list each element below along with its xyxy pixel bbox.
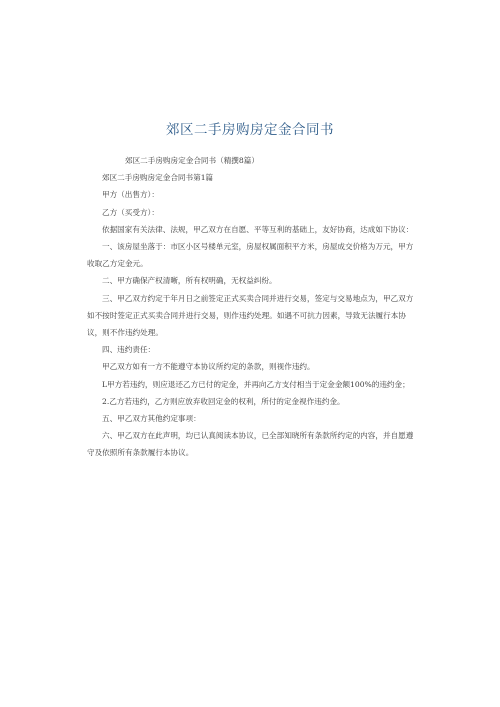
clause-4-text: 甲乙双方如有一方不能遵守本协议所约定的条款，则视作违约。 [102, 362, 315, 372]
section-heading: 郊区二手房购房定金合同书第1篇 [102, 173, 214, 183]
intro-paragraph: 依据国家有关法律、法规，甲乙双方在自愿、平等互利的基础上，友好协商，达成如下协议： [102, 224, 414, 234]
document-subtitle: 郊区二手房购房定金合同书（精撰8篇） [125, 156, 259, 165]
clause-4-item-2: 2.乙方若违约，乙方则应放弃收回定金的权利，所付的定金视作违约金。 [102, 396, 345, 406]
clause-3: 三、甲乙双方约定于年月日之前签定正式买卖合同并进行交易，签定与交易地点为，甲乙双方如不按时签定正式买卖合同并进行交易，则作违约处理。如遇不可抗力因素，导致无法履行本协议，则不作违约处理。 [87, 293, 414, 338]
clause-4-item-1: L甲方若违约，则应退还乙方已付的定金，并再向乙方支付相当于定金金额100%的违约金； [102, 379, 410, 389]
party-a-line: 甲方（出售方）： [102, 190, 159, 200]
clause-2: 二、甲方确保产权清晰，所有权明确，无权益纠纷。 [102, 276, 277, 286]
document-title: 郊区二手房购房定金合同书 [166, 122, 334, 138]
clause-1: 一、该房屋坐落于：市区小区号楼单元室，房屋权属面积平方米，房屋成交价格为万元，甲方收取乙方定金元。 [87, 242, 414, 269]
clause-5: 五、甲乙双方其他约定事项： [102, 414, 201, 424]
party-b-line: 乙方（买受方）： [102, 207, 159, 217]
document-body [87, 152, 419, 462]
clause-4-heading: 四、违约责任： [102, 345, 156, 355]
clause-6: 六、甲乙双方在此声明，均已认真阅读本协议，已全部知晓所有条款所约定的内容，并自愿遵守及依照所有条款履行本协议。 [87, 431, 414, 458]
